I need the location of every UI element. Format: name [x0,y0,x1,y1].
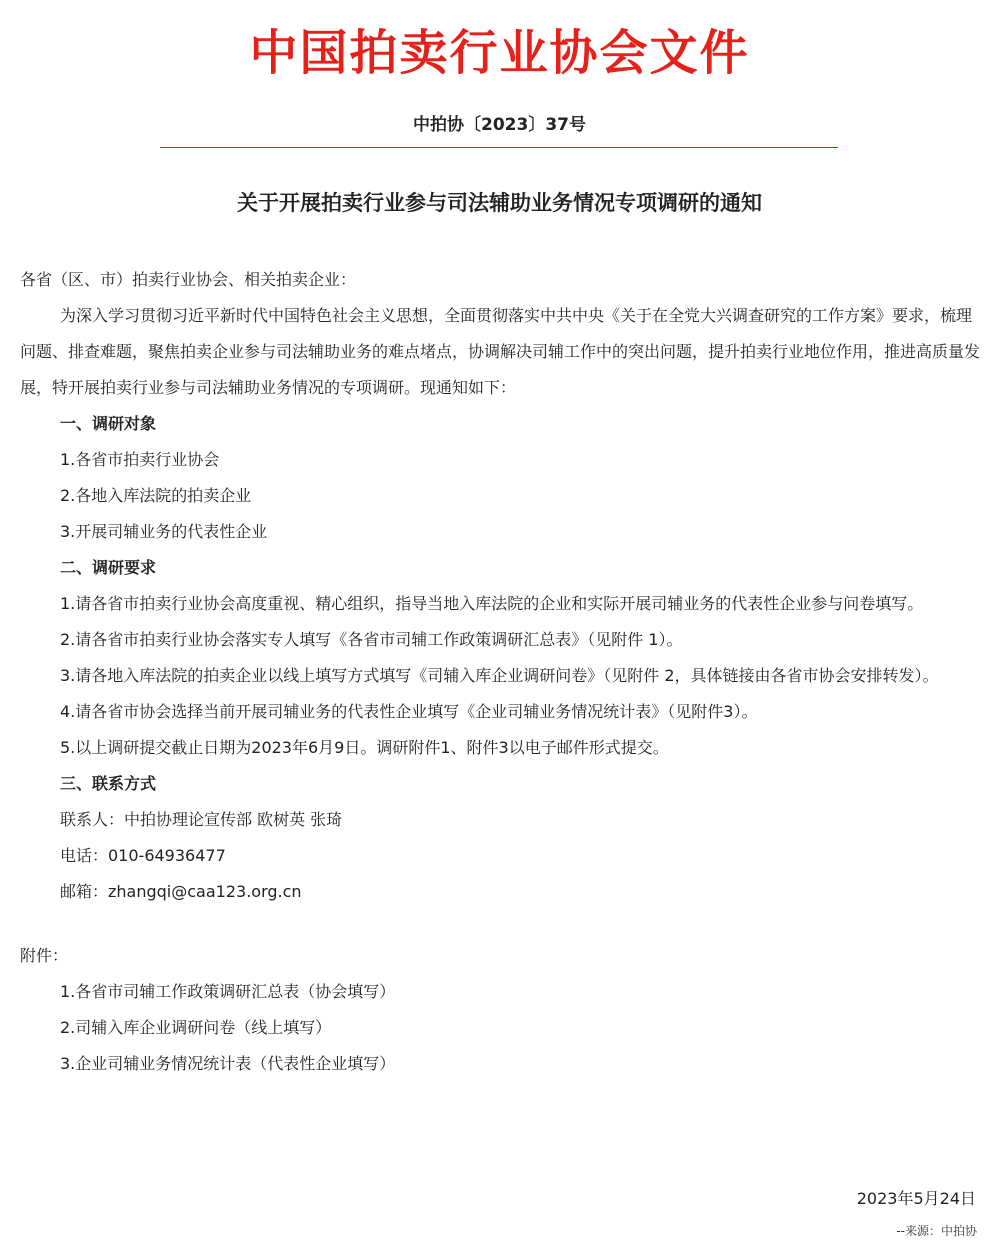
document-header-title: 中国拍卖行业协会文件 [249,25,750,81]
attachment-item: 1.各省市司辅工作政策调研汇总表（协会填写） [60,982,396,1001]
source-note: --来源：中拍协 [896,1224,977,1238]
list-item: 2.请各省市拍卖行业协会落实专人填写《各省市司辅工作政策调研汇总表》（见附件 1）。 [60,630,683,649]
section-heading: 三、联系方式 [60,774,157,793]
salutation: 各省（区、市）拍卖行业协会、相关拍卖企业： [20,270,357,289]
contact-phone: 电话：010-64936477 [60,846,226,865]
list-item: 2.各地入库法院的拍卖企业 [60,486,252,505]
notice-body [20,262,980,1082]
notice-title: 关于开展拍卖行业参与司法辅助业务情况专项调研的通知 [237,191,762,215]
list-item: 5.以上调研提交截止日期为2023年6月9日。调研附件1、附件3以电子邮件形式提交。 [60,738,669,757]
section-heading: 二、调研要求 [60,558,157,577]
contact-email: 邮箱：zhangqi@caa123.org.cn [60,882,302,901]
list-item: 3.请各地入库法院的拍卖企业以线上填写方式填写《司辅入库企业调研问卷》（见附件 2，具体链接由各省市协会安排转发）。 [60,666,939,685]
list-item: 1.各省市拍卖行业协会 [60,450,220,469]
document-number: 中拍协〔2023〕37号 [413,115,586,135]
section-heading: 一、调研对象 [60,414,157,433]
list-item: 3.开展司辅业务的代表性企业 [60,522,268,541]
intro-paragraph: 为深入学习贯彻习近平新时代中国特色社会主义思想，全面贯彻落实中共中央《关于在全党大兴调查研究的工作方案》要求，梳理问题、排查难题，聚焦拍卖企业参与司法辅助业务的难点堵点，协调解决司辅工作中的突出问题，提升拍卖行业地位作用，推进高质量发展，特开展拍卖行业参与司法辅助业务情况的专项调研。现通知如下： [20,306,981,397]
attachments-label: 附件： [20,946,69,965]
attachment-item: 3.企业司辅业务情况统计表（代表性企业填写） [60,1054,396,1073]
header-divider [160,147,838,148]
attachment-item: 2.司辅入库企业调研问卷（线上填写） [60,1018,332,1037]
contact-person: 联系人：中拍协理论宣传部 欧树英 张琦 [60,810,343,829]
issue-date: 2023年5月24日 [856,1189,976,1208]
list-item: 1.请各省市拍卖行业协会高度重视、精心组织，指导当地入库法院的企业和实际开展司辅业务的代表性企业参与问卷填写。 [60,594,924,613]
list-item: 4.请各省市协会选择当前开展司辅业务的代表性企业填写《企业司辅业务情况统计表》（见附件3）。 [60,702,758,721]
